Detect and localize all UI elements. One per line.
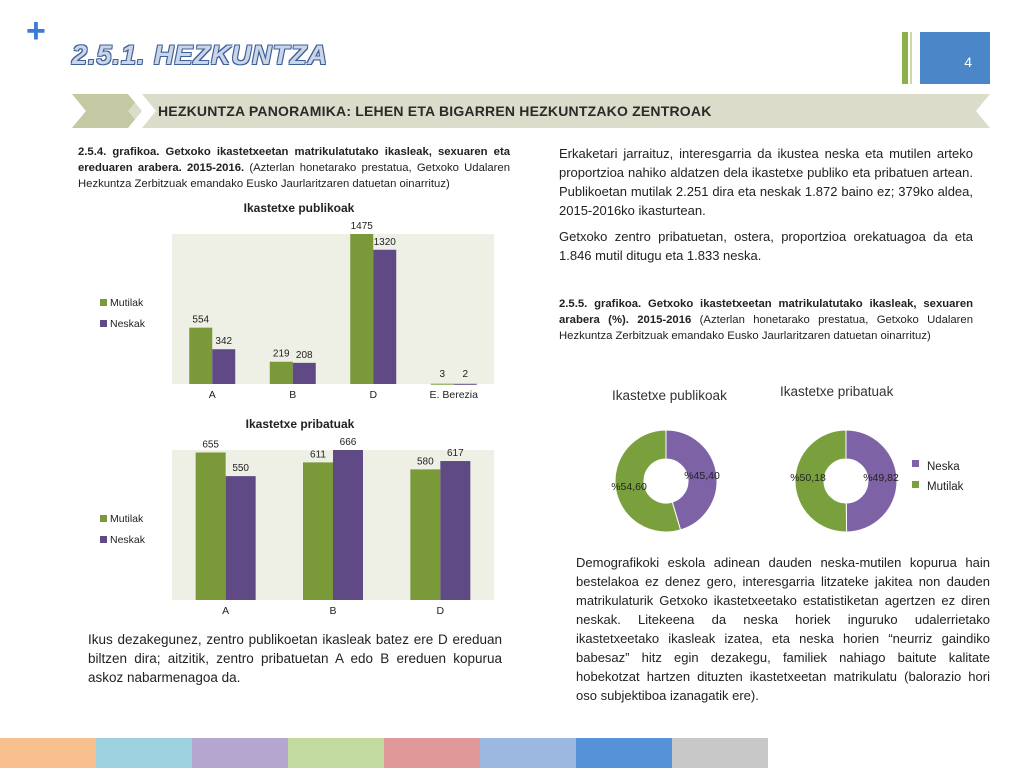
data-label: 219 — [272, 348, 290, 360]
data-label: 655 — [202, 439, 220, 451]
accent-bar — [902, 32, 908, 84]
category-label: A — [222, 605, 230, 617]
private-legend — [100, 513, 146, 546]
caption-right-source: (Azterlan honetarako prestatua, Getxoko Udalaren Hezkuntza Zerbitzuak emandako Eusko Jaurlaritzaren datuetan oinarrituz) — [559, 314, 973, 342]
data-label: 611 — [310, 449, 326, 461]
legend-label-neskak: Neskak — [110, 534, 146, 546]
category-label: B — [329, 605, 337, 617]
bar-mutilak — [303, 462, 333, 600]
bar-neskak — [212, 349, 235, 384]
section-band — [72, 94, 990, 128]
category-label: B — [289, 389, 297, 401]
bar-mutilak — [196, 452, 226, 600]
bar-neskak — [333, 450, 363, 600]
footer-swatch — [96, 738, 192, 768]
data-label: 550 — [232, 463, 250, 475]
category-label: E. Berezia — [429, 389, 478, 401]
footer-color-strip — [0, 738, 1024, 768]
left-bottom-paragraph: Ikus dezakegunez, zentro publikoetan ikasleak batez ere D ereduan biltzen dira; aitzitik, zentro pribatuetan A edo B ereduen kopurua askoz nabarmenagoa da. — [88, 632, 502, 685]
legend-swatch-mutilak — [100, 299, 107, 306]
data-label: 2 — [462, 369, 469, 380]
donut-public — [611, 430, 720, 532]
data-label: 617 — [446, 448, 464, 460]
caption-right — [559, 296, 973, 344]
bar-mutilak — [189, 328, 212, 384]
footer-swatch — [0, 738, 96, 768]
legend-swatch-mutilak — [100, 515, 107, 522]
data-label: 666 — [339, 437, 357, 448]
right-paragraph-1: Erkaketari jarraituz, interesgarria da ikustea neska eta mutilen arteko proportzioa nahiko aldatzen dela ikastetxe publiko eta pribatuen artean. Publikoetan mutilak 2.251 dira eta neskak 1.872 baino ez; 379ko aldea, 2015-2016ko ikasturtean. — [559, 146, 973, 218]
donut-charts — [596, 378, 986, 540]
data-label: 580 — [416, 456, 434, 468]
public-chart-title: Ikastetxe publikoak — [243, 201, 355, 215]
category-label: D — [369, 389, 378, 401]
private-bars — [196, 437, 471, 617]
category-label: D — [436, 605, 445, 617]
data-label: 554 — [192, 314, 210, 326]
footer-swatch — [384, 738, 480, 768]
bar-mutilak — [410, 469, 440, 600]
accent-bar-thin — [910, 32, 912, 84]
donut-label-mutilak: %54,60 — [611, 481, 647, 493]
donut-label-neskak: %49,82 — [863, 472, 899, 484]
public-bar-chart — [86, 196, 506, 410]
legend-label-neska: Neska — [927, 461, 960, 473]
bar-neskak — [226, 476, 256, 600]
data-label: 208 — [295, 349, 313, 361]
section-heading: HEZKUNTZA PANORAMIKA: LEHEN ETA BIGARREN HEZKUNTZAKO ZENTROAK — [158, 103, 712, 119]
page-title: 2.5.1. HEZKUNTZA — [72, 40, 329, 70]
footer-swatch — [576, 738, 672, 768]
data-label: 342 — [215, 336, 233, 348]
bar-neskak — [373, 250, 396, 384]
donut-label-neskak: %45,40 — [684, 470, 720, 482]
right-bottom-paragraph: Demografikoki eskola adinean dauden neska-mutilen kopurua hain bestelakoa ez denez gero, interesgarria litzateke jakitea non dauden matrikulaturik Getxoko ikastetxeetako estatistiketan agertzen ez diren neskak. Litekeena da neska horiek inguruko udalerrietako ikastetxeetako ikasleak izatea, eta neska horien “neurriz gaindiko babesaz” hitz egin dezakegu, familiek nahiago baitute kalitate hobekotzat hartzen dituzten ikastetxeetan matrikulatu (balorazio hori oso subjektiboa izanagatik ere). — [576, 555, 990, 703]
page-number: 4 — [920, 32, 990, 84]
donut-legend — [912, 460, 964, 493]
data-label: 3 — [439, 369, 446, 380]
legend-swatch-neskak — [100, 536, 107, 543]
bar-mutilak — [431, 384, 454, 385]
bar-neskak — [293, 363, 316, 384]
caption-left-bold: 2.5.4. grafikoa. Getxoko ikastetxeetan matrikulatutako ikasleak, sexuaren eta ereduaren arabera. 2015-2016. — [78, 146, 510, 174]
data-label: 1475 — [350, 221, 373, 232]
right-paragraph-2: Getxoko zentro pribatuetan, ostera, proportzioa orekatuagoa da eta 1.846 mutil ditugu eta 1.833 neska. — [559, 229, 973, 263]
bar-neskak — [454, 384, 477, 385]
legend-label-mutilak: Mutilak — [927, 481, 964, 493]
private-chart-title: Ikastetxe pribatuak — [245, 417, 355, 431]
donut-private — [790, 430, 899, 532]
bar-mutilak — [350, 234, 373, 384]
caption-left — [78, 144, 510, 192]
legend-swatch-neskak — [100, 320, 107, 327]
footer-swatch — [480, 738, 576, 768]
legend-swatch-mutilak — [912, 481, 919, 488]
donut-private-title: Ikastetxe pribatuak — [780, 384, 894, 399]
footer-swatch — [192, 738, 288, 768]
data-label: 1320 — [373, 236, 396, 248]
legend-label-mutilak: Mutilak — [110, 297, 144, 309]
public-legend — [100, 297, 146, 330]
legend-swatch-neska — [912, 460, 919, 467]
footer-swatch — [288, 738, 384, 768]
caption-right-bold: 2.5.5. grafikoa. Getxoko ikastetxeetan matrikulatutako ikasleak, sexuaren arabera (%). 2015-2016 — [559, 298, 973, 326]
caption-left-source: (Azterlan honetarako prestatua, Getxoko Udalaren Hezkuntza Zerbitzuak emandako Eusko Jaurlaritzaren datuetan oinarrituz) — [78, 162, 510, 190]
bar-neskak — [440, 461, 470, 600]
plus-icon: + — [26, 12, 46, 50]
legend-label-neskak: Neskak — [110, 318, 146, 330]
donut-public-title: Ikastetxe publikoak — [612, 388, 727, 403]
private-bar-chart — [86, 412, 506, 622]
category-label: A — [208, 389, 216, 401]
bar-mutilak — [270, 362, 293, 384]
legend-label-mutilak: Mutilak — [110, 513, 144, 525]
donut-label-mutilak: %50,18 — [790, 472, 826, 484]
footer-swatch — [672, 738, 768, 768]
